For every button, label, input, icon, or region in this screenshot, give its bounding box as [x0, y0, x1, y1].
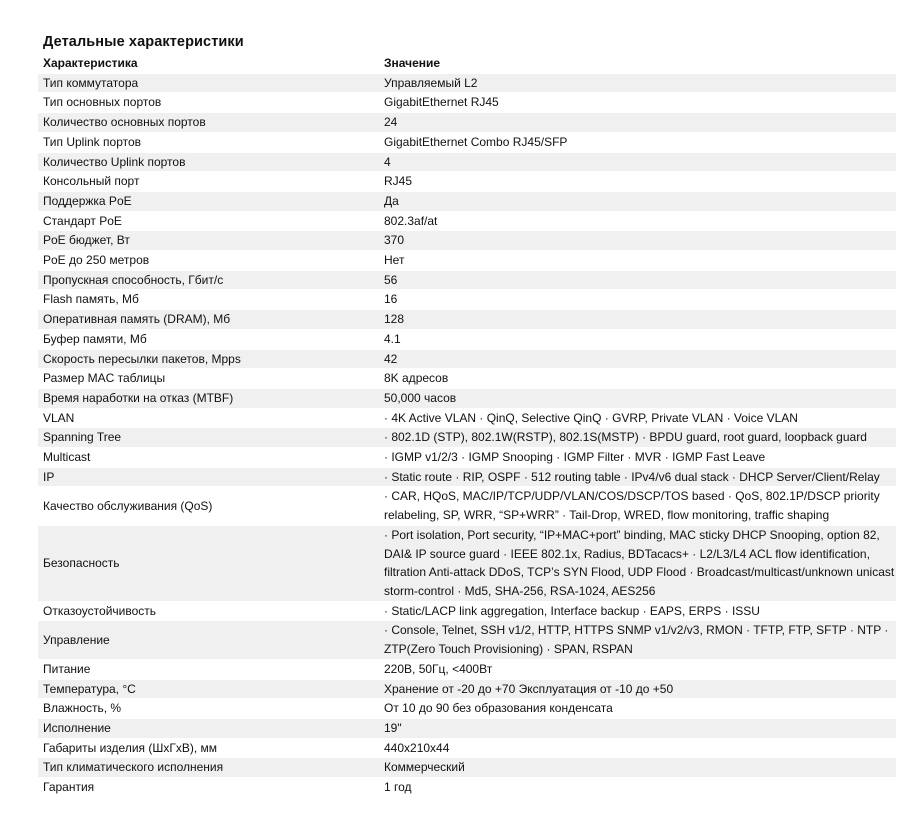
table-row: [38, 621, 896, 659]
spec-value: GigabitEthernet Combo RJ45/SFP: [379, 132, 896, 152]
spec-name: Количество Uplink портов: [38, 152, 379, 172]
spec-value: 56: [379, 270, 896, 290]
spec-value: 42: [379, 349, 896, 369]
table-row: [38, 310, 896, 330]
spec-value: Коммерческий: [379, 758, 896, 778]
spec-name: Поддержка PoE: [38, 191, 379, 211]
spec-value: · Console, Telnet, SSH v1/2, HTTP, HTTPS SNMP v1/v2/v3, RMON · TFTP, FTP, SFTP · NTP · ZTP(Zero Touch Provisioning) · SPAN, RSPAN: [379, 621, 896, 659]
table-row: [38, 231, 896, 251]
spec-name: Отказоустойчивость: [38, 601, 379, 621]
spec-value: · Static/LACP link aggregation, Interface backup · EAPS, ERPS · ISSU: [379, 601, 896, 621]
spec-name: Стандарт PoE: [38, 211, 379, 231]
spec-name: Консольный порт: [38, 172, 379, 192]
table-row: [38, 758, 896, 778]
table-row: [38, 270, 896, 290]
table-row: [38, 467, 896, 487]
table-row: [38, 191, 896, 211]
spec-table-body: [38, 73, 896, 797]
table-row: [38, 525, 896, 601]
spec-value: · 802.1D (STP), 802.1W(RSTP), 802.1S(MSTP) · BPDU guard, root guard, loopback guard: [379, 428, 896, 448]
spec-name: IP: [38, 467, 379, 487]
spec-value: · CAR, HQoS, MAC/IP/TCP/UDP/VLAN/COS/DSCP/TOS based · QoS, 802.1P/DSCP priority relabeling, SP, WRR, “SP+WRR” · Tail-Drop, WRED, flow monitoring, traffic shaping: [379, 487, 896, 525]
table-row: [38, 172, 896, 192]
spec-name: PoE до 250 метров: [38, 251, 379, 271]
spec-value: 128: [379, 310, 896, 330]
table-row: [38, 659, 896, 679]
spec-name: Температура, °С: [38, 679, 379, 699]
table-row: [38, 349, 896, 369]
spec-name: Скорость пересылки пакетов, Mpps: [38, 349, 379, 369]
table-row: [38, 718, 896, 738]
spec-name: Гарантия: [38, 778, 379, 798]
spec-table: [38, 54, 896, 798]
spec-name: Flash память, Мб: [38, 290, 379, 310]
spec-value: GigabitEthernet RJ45: [379, 93, 896, 113]
table-row: [38, 448, 896, 468]
spec-value: RJ45: [379, 172, 896, 192]
spec-value: 440x210x44: [379, 738, 896, 758]
spec-value: 1 год: [379, 778, 896, 798]
spec-value: От 10 до 90 без образования конденсата: [379, 699, 896, 719]
table-row: [38, 329, 896, 349]
table-row: [38, 290, 896, 310]
spec-value: · Static route · RIP, OSPF · 512 routing table · IPv4/v6 dual stack · DHCP Server/Client/Relay: [379, 467, 896, 487]
spec-value: · IGMP v1/2/3 · IGMP Snooping · IGMP Filter · MVR · IGMP Fast Leave: [379, 448, 896, 468]
spec-value: 16: [379, 290, 896, 310]
table-row: [38, 428, 896, 448]
spec-name: Исполнение: [38, 718, 379, 738]
spec-name: Оперативная память (DRAM), Мб: [38, 310, 379, 330]
table-row: [38, 132, 896, 152]
spec-document: [38, 30, 896, 798]
table-row: [38, 699, 896, 719]
spec-value: 4: [379, 152, 896, 172]
spec-value: Управляемый L2: [379, 73, 896, 93]
spec-value: 220В, 50Гц, <400Вт: [379, 659, 896, 679]
spec-name: Время наработки на отказ (MTBF): [38, 388, 379, 408]
table-row: [38, 113, 896, 133]
table-row: [38, 601, 896, 621]
spec-name: Тип коммутатора: [38, 73, 379, 93]
spec-name: Габариты изделия (ШхГхВ), мм: [38, 738, 379, 758]
spec-name: Безопасность: [38, 525, 379, 601]
table-row: [38, 152, 896, 172]
table-row: [38, 388, 896, 408]
table-row: [38, 251, 896, 271]
table-row: [38, 738, 896, 758]
spec-name: VLAN: [38, 408, 379, 428]
spec-name: Влажность, %: [38, 699, 379, 719]
spec-value: 24: [379, 113, 896, 133]
spec-value: 370: [379, 231, 896, 251]
spec-value: 8K адресов: [379, 369, 896, 389]
table-row: [38, 778, 896, 798]
spec-name: Количество основных портов: [38, 113, 379, 133]
spec-name: Буфер памяти, Мб: [38, 329, 379, 349]
spec-value: 802.3af/at: [379, 211, 896, 231]
table-row: [38, 211, 896, 231]
spec-name: Тип Uplink портов: [38, 132, 379, 152]
spec-name: Качество обслуживания (QoS): [38, 487, 379, 525]
column-header-name: Характеристика: [38, 54, 379, 73]
table-row: [38, 93, 896, 113]
spec-name: Spanning Tree: [38, 428, 379, 448]
spec-value: Да: [379, 191, 896, 211]
spec-value: Хранение от -20 до +70 Эксплуатация от -10 до +50: [379, 679, 896, 699]
table-row: [38, 369, 896, 389]
spec-value: · Port isolation, Port security, “IP+MAC+port” binding, MAC sticky DHCP Snooping, option 82, DAI& IP source guard · IEEE 802.1x, Radius, BDTacacs+ · L2/L3/L4 ACL flow identification, filtration Anti-attack DDoS, TCP’s SYN Flood, UDP Flood · Broadcast/multicast/unknown unicast storm-control · Md5, SHA-256, RSA-1024, AES256: [379, 525, 896, 601]
spec-value: 19": [379, 718, 896, 738]
spec-name: Управление: [38, 621, 379, 659]
spec-name: Тип климатического исполнения: [38, 758, 379, 778]
spec-name: Пропускная способность, Гбит/с: [38, 270, 379, 290]
spec-value: Нет: [379, 251, 896, 271]
spec-name: Multicast: [38, 448, 379, 468]
page-title: Детальные характеристики: [43, 34, 244, 50]
spec-name: PoE бюджет, Вт: [38, 231, 379, 251]
table-row: [38, 679, 896, 699]
table-header-row: [38, 54, 896, 73]
spec-value: 50,000 часов: [379, 388, 896, 408]
spec-name: Питание: [38, 659, 379, 679]
column-header-value: Значение: [379, 54, 896, 73]
spec-value: · 4K Active VLAN · QinQ, Selective QinQ · GVRP, Private VLAN · Voice VLAN: [379, 408, 896, 428]
spec-name: Размер MAC таблицы: [38, 369, 379, 389]
spec-value: 4.1: [379, 329, 896, 349]
spec-name: Тип основных портов: [38, 93, 379, 113]
table-row: [38, 487, 896, 525]
table-row: [38, 408, 896, 428]
table-row: [38, 73, 896, 93]
